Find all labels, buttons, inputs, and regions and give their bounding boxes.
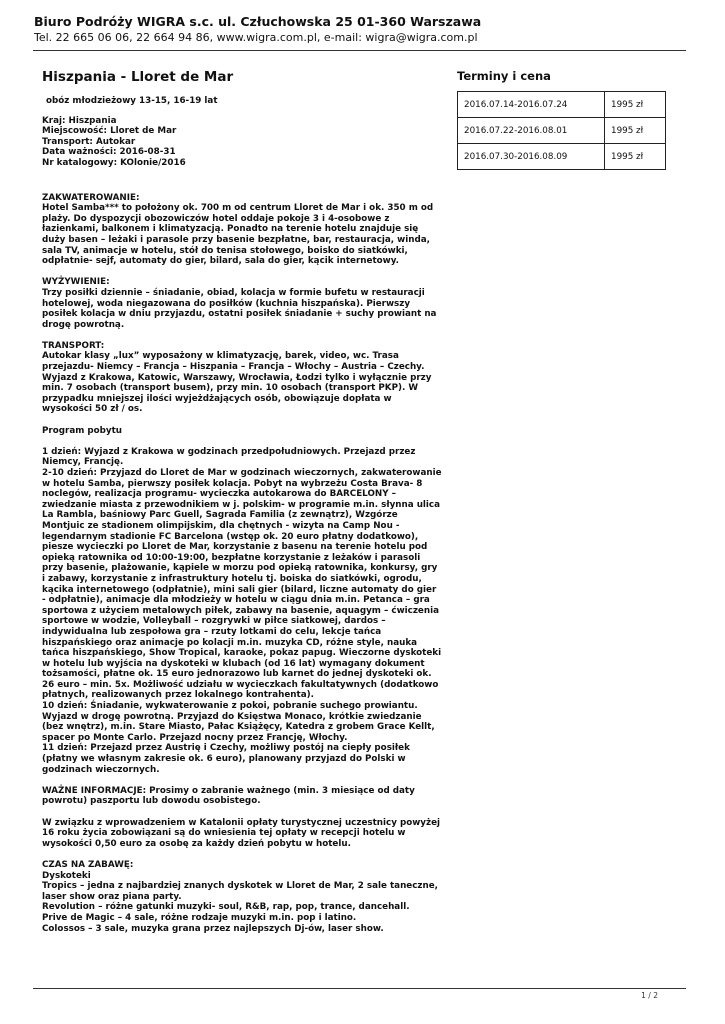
program-heading: Program pobytu	[42, 425, 123, 436]
accommodation-heading: ZAKWATEROWANIE:	[42, 192, 140, 203]
accommodation-text: Hotel Samba*** to położony ok. 700 m od centrum Lloret de Mar i ok. 350 m od plaży. Do dyspozycji obozowiczów hotel oddaje pokoje 3 i 4-osobowe z łazienkami, balkonem i klimatyzacją. Ponadto na terenie hotelu znajduje się duży basen – leżaki i parasole przy basenie bezpłatne, bar, restauracja, winda, sala TV, animacje w hotelu, stół do tenisa stołowego, boisko do siatkówki, odpłatnie- sejf, automaty do gier, bilard, sala do gier, kącik internetowy.	[42, 203, 434, 267]
transport-heading: TRANSPORT:	[42, 340, 105, 351]
table-row	[458, 92, 666, 118]
disco-colossos: Colossos – 3 sale, muzyka grana przez najlepszych Dj-ów, laser show.	[42, 923, 384, 934]
info-catalog-number: Nr katalogowy: KOlonie/2016	[42, 157, 186, 168]
terms-heading: Terminy i cena	[457, 69, 551, 83]
header-divider	[33, 50, 686, 51]
disco-tropics: Tropics – jedna z najbardziej znanych dyskotek w Lloret de Mar, 2 sale taneczne, laser show oraz piana party.	[42, 881, 438, 902]
table-row	[458, 118, 666, 144]
program-day-10: 10 dzień: Śniadanie, wykwaterowanie z pokoi, pobranie suchego prowiantu. Wyjazd w drogę powrotną. Przyjazd do Księstwa Monaco, krótkie zwiedzanie (bez wnętrz), m.in. Stare Miasto, Pałac Książęcy, Katedra z grobem Grace Kellt, spacer po Monte Carlo. Przejazd nocny przez Francję, Włochy.	[42, 701, 435, 743]
offer-subtitle: obóz młodzieżowy 13-15, 16-19 lat	[46, 96, 218, 106]
info-valid-date: Data ważności: 2016-08-31	[42, 147, 176, 158]
term-price: 1995 zł	[605, 118, 666, 144]
company-name: Biuro Podróży WIGRA s.c. ul. Człuchowska 25 01-360 Warszawa	[34, 14, 482, 29]
table-row	[458, 144, 666, 170]
food-text: Trzy posiłki dziennie – śniadanie, obiad, kolacja w formie bufetu w restauracji hotelowej, woda niegazowana do posiłków (kuchnia hiszpańska). Pierwszy posiłek kolacja w dniu przyjazdu, ostatni posiłek śniadanie + suchy prowiant na drogę powrotną.	[42, 287, 437, 330]
company-contact: Tel. 22 665 06 06, 22 664 94 86, www.wigra.com.pl, e-mail: wigra@wigra.com.pl	[34, 31, 478, 44]
food-heading: WYŻYWIENIE:	[42, 277, 110, 288]
program-day-1: 1 dzień: Wyjazd z Krakowa w godzinach przedpołudniowych. Przejazd przez Niemcy, Francję.	[42, 446, 416, 468]
offer-content	[42, 96, 442, 934]
disco-revolution: Revolution – różne gatunki muzyki- soul, R&B, rap, pop, trance, dancehall.	[42, 902, 410, 913]
program-day-11: 11 dzień: Przejazd przez Austrię i Czechy, możliwy postój na ciepły posiłek (płatny we własnym zakresie ok. 6 euro), planowany przyjazd do Polski w godzinach wieczornych.	[42, 743, 410, 775]
terms-table	[457, 91, 666, 170]
leisure-heading: CZAS NA ZABAWĘ:	[42, 859, 134, 870]
terms-panel	[457, 69, 687, 170]
transport-text: Autokar klasy „lux” wyposażony w klimatyzację, barek, video, wc. Trasa przejazdu- Niemcy – Francja – Hiszpania – Francja – Włochy – Austria – Czechy. Wyjazd z Krakowa, Katowic, Warszawy, Wrocławia, Łodzi tylko i wyłącznie przy min. 7 osobach (transport busem), przy min. 10 osobach (transport PKP). W przypadku mniejszej ilości wyjeżdżających osób, obowiązuje dopłata w wysokości 50 zł / os.	[42, 351, 432, 415]
disco-prive-de-magic: Prive de Magic – 4 sale, różne rodzaje muzyki m.in. pop i latino.	[42, 912, 357, 923]
info-town: Miejscowość: Lloret de Mar	[42, 126, 177, 137]
program-day-2-10: 2-10 dzień: Przyjazd do Lloret de Mar w godzinach wieczornych, zakwaterowanie w hotelu Samba, pierwszy posiłek kolacja. Pobyt na wybrzeżu Costa Brava- 8 noclegów, realizacja programu- wycieczka autokarowa do BARCELONY – zwiedzanie miasta z przewodnikiem w j. polskim- w programie m.in. słynna ulica La Rambla, baśniowy Parc Guell, Sagrada Familia (z zewnątrz), Wzgórze Montjuic ze stadionem olimpijskim, dla chętnych - wizyta na Camp Nou - legendarnym stadionie FC Barcelona (wstęp ok. 20 euro płatny dodatkowo), piesze wycieczki po Lloret de Mar, korzystanie z basenu na terenie hotelu pod opieką ratownika od 10:00-19:00, bezpłatne korzystanie z leżaków i parasoli przy basenie, plażowanie, kąpiele w morzu pod opieką ratownika, konkursy, gry i zabawy, korzystanie z infrastruktury hotelu tj. boiska do siatkówki, ogrodu, kącika internetowego (odpłatnie), mini sali gier (bilard, liczne automaty do gier - odpłatnie), animacje dla młodzieży w hotelu w ciągu dnia m.in. Petanca – gra sportowa z użyciem metalowych piłek, zabawy na basenie, aquagym – ćwiczenia sportowe w wodzie, Volleyball – rozgrywki w piłce siatkowej, dardos – indywidualna lub zespołowa gra – rzuty lotkami do celu, lekcje tańca hiszpańskiego oraz animacje po kolacji m.in. muzyka CD, różne style, nauka tańca hiszpańskiego, Show Tropical, karaoke, pokaz papug. Wieczorne dyskoteki w hotelu lub wyjścia na dyskoteki w klubach (od 16 lat) wymagany dokument tożsamości, płatne ok. 15 euro jednorazowo lub karnet do jednej dyskoteki ok. 26 euro – min. 5x. Możliwość udziału w wycieczkach fakultatywnych (dodatkowo płatnych, realizowanych przez lokalnego kontrahenta).	[42, 468, 442, 701]
term-price: 1995 zł	[605, 144, 666, 170]
info-transport: Transport: Autokar	[42, 136, 136, 147]
footer-divider	[33, 988, 686, 989]
document-header	[34, 14, 481, 45]
term-price: 1995 zł	[605, 92, 666, 118]
offer-title: Hiszpania - Lloret de Mar	[42, 69, 234, 85]
leisure-subheading: Dyskoteki	[42, 870, 91, 881]
page-number: 1 / 2	[641, 991, 658, 1000]
important-info: WAŻNE INFORMACJE: Prosimy o zabranie ważnego (min. 3 miesiące od daty powrotu) paszportu lub dowodu osobistego.	[42, 785, 415, 807]
term-dates: 2016.07.22-2016.08.01	[458, 118, 605, 144]
info-country: Kraj: Hiszpania	[42, 115, 117, 126]
term-dates: 2016.07.14-2016.07.24	[458, 92, 605, 118]
term-dates: 2016.07.30-2016.08.09	[458, 144, 605, 170]
tourist-tax-info: W związku z wprowadzeniem w Katalonii opłaty turystycznej uczestnicy powyżej 16 roku życia zobowiązani są do wniesienia tej opłaty w recepcji hotelu w wysokości 0,50 euro za osobę za każdy dzień pobytu w hotelu.	[42, 817, 441, 849]
